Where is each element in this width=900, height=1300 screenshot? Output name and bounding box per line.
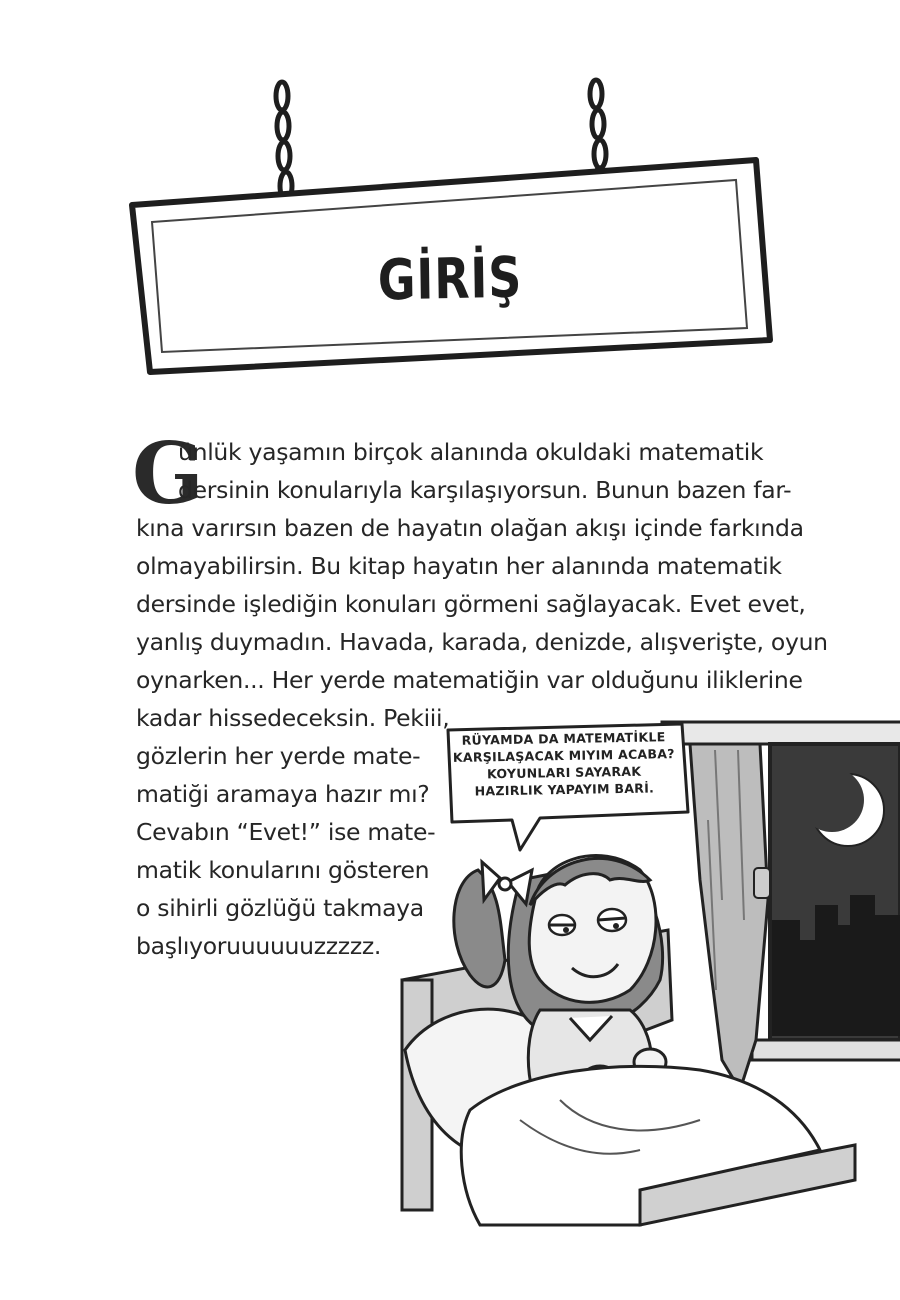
paragraph-line: başlıyoruuuuuuzzzzz. [136,932,382,960]
paragraph-line: kadar hissedeceksin. Pekiii, [136,704,450,732]
speech-line: KARŞILAŞACAK MIYIM ACABA? [452,746,675,765]
paragraph-line: Cevabın “Evet!” ise mate- [136,818,436,846]
paragraph-line: matiği aramaya hazır mı? [136,780,430,808]
paragraph-line: oynarken... Her yerde matematiğin var olduğunu iliklerine [136,666,803,694]
hanging-sign-illustration [0,0,900,400]
speech-line: RÜYAMDA DA MATEMATİKLE [461,729,666,748]
paragraph-line: dersinin konularıyla karşılaşıyorsun. Bunun bazen far- [178,476,792,504]
drop-cap-letter: G [132,424,204,523]
paragraph-line: dersinde işlediğin konuları görmeni sağlayacak. Evet evet, [136,590,806,618]
paragraph-line: o sihirli gözlüğü takmaya [136,894,424,922]
paragraph-line: kına varırsın bazen de hayatın olağan akışı içinde farkında [136,514,804,542]
paragraph-line: matik konularını gösteren [136,856,430,884]
speech-line: KOYUNLARI SAYARAK [486,763,642,782]
paragraph-line: olmayabilirsin. Bu kitap hayatın her alanında matematik [136,552,782,580]
paragraph-line: yanlış duymadın. Havada, karada, denizde, alışverişte, oyun [136,628,828,656]
paragraph-line: gözlerin her yerde mate- [136,742,421,770]
paragraph-line: ünlük yaşamın birçok alanında okuldaki matematik [178,438,764,466]
speech-line: HAZIRLIK YAPAYIM BARİ. [474,780,655,799]
curtain [690,744,770,1090]
page-title: GİRİŞ [377,245,523,314]
speech-bubble-text [447,728,680,800]
blanket [461,1066,820,1225]
